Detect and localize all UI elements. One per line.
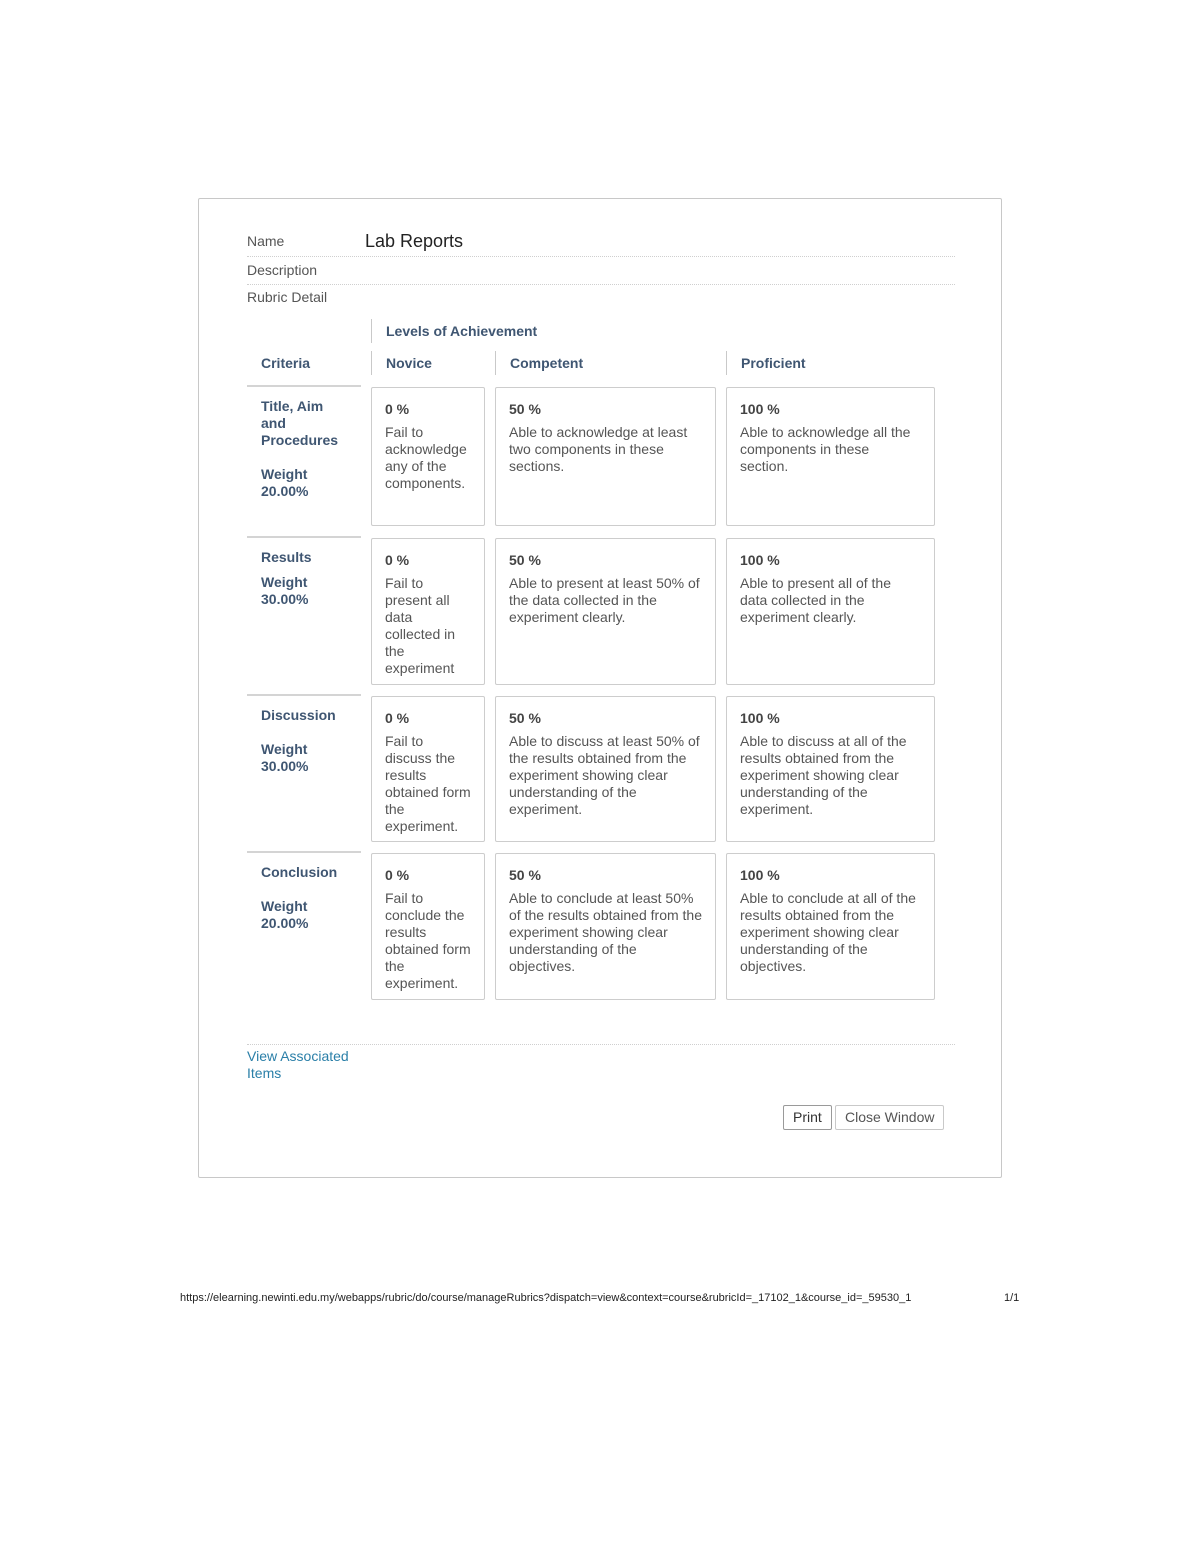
- level-header-competent: Competent: [495, 351, 710, 375]
- cell-percentage: 0 %: [385, 710, 410, 726]
- weight-value: 30.00%: [261, 591, 309, 607]
- cell-percentage: 0 %: [385, 401, 410, 417]
- cell-percentage: 0 %: [385, 867, 410, 883]
- cell-description: Fail to acknowledge any of the components.: [385, 424, 467, 491]
- rubric-window: [198, 198, 1002, 1178]
- cell-description: Able to present all of the data collected in the experiment clearly.: [740, 575, 891, 625]
- cell-percentage: 0 %: [385, 552, 410, 568]
- print-button[interactable]: Print: [783, 1105, 832, 1130]
- cell-percentage: 50 %: [509, 867, 541, 883]
- weight-value: 20.00%: [261, 483, 309, 499]
- weight-label: Weight: [261, 741, 308, 757]
- criterion-name: Results: [261, 549, 312, 565]
- criterion-name: Conclusion: [261, 864, 338, 880]
- weight-label: Weight: [261, 466, 308, 482]
- weight-value: 20.00%: [261, 915, 309, 931]
- view-associated-items-link[interactable]: View Associated Items: [247, 1048, 349, 1081]
- close-window-button[interactable]: Close Window: [835, 1105, 944, 1130]
- rubric-cell-competent[interactable]: [495, 853, 716, 1000]
- description-row: [247, 257, 955, 285]
- rubric-cell-proficient[interactable]: [726, 853, 935, 1000]
- criteria-header: Criteria: [261, 355, 311, 371]
- rubric-cell-novice[interactable]: [371, 853, 485, 1000]
- cell-description: Able to acknowledge all the components in these section.: [740, 424, 911, 474]
- description-label: Description: [247, 262, 318, 278]
- weight-label: Weight: [261, 574, 308, 590]
- page-number: 1/1: [1004, 1292, 1020, 1304]
- cell-description: Fail to conclude the results obtained form the experiment.: [385, 890, 471, 991]
- cell-description: Able to conclude at all of the results obtained from the experiment showing clear understanding of the objectives.: [740, 890, 916, 974]
- cell-description: Able to discuss at all of the results obtained from the experiment showing clear understanding of the experiment.: [740, 733, 907, 817]
- cell-percentage: 50 %: [509, 552, 541, 568]
- rubric-cell-proficient[interactable]: [726, 387, 935, 526]
- criterion-title-aim-procedures: [247, 385, 361, 525]
- rubric-name: Lab Reports: [365, 231, 464, 251]
- name-label: Name: [247, 233, 285, 249]
- cell-description: Able to conclude at least 50% of the results obtained from the experiment showing clear understanding of the objectives.: [509, 890, 702, 974]
- criterion-name: Title, Aim and Procedures: [261, 398, 339, 448]
- cell-description: Fail to present all data collected in the experiment: [385, 575, 456, 676]
- cell-percentage: 100 %: [740, 401, 780, 417]
- level-header-novice: Novice: [371, 351, 486, 375]
- rubric-cell-proficient[interactable]: [726, 696, 935, 842]
- rubric-cell-novice[interactable]: [371, 696, 485, 842]
- rubric-cell-novice[interactable]: [371, 538, 485, 685]
- level-header-proficient: Proficient: [726, 351, 941, 375]
- cell-description: Fail to discuss the results obtained form the experiment.: [385, 733, 471, 834]
- weight-value: 30.00%: [261, 758, 309, 774]
- rubric-cell-competent[interactable]: [495, 387, 716, 526]
- cell-description: Able to acknowledge at least two components in these sections.: [509, 424, 688, 474]
- rubric-cell-proficient[interactable]: [726, 538, 935, 685]
- cell-description: Able to present at least 50% of the data collected in the experiment clearly.: [509, 575, 700, 625]
- rubric-detail-label: Rubric Detail: [247, 289, 328, 305]
- criterion-results: [247, 536, 361, 684]
- cell-description: Able to discuss at least 50% of the results obtained from the experiment showing clear understanding of the experiment.: [509, 733, 700, 817]
- cell-percentage: 50 %: [509, 401, 541, 417]
- name-row: [247, 227, 955, 257]
- cell-percentage: 50 %: [509, 710, 541, 726]
- rubric-cell-competent[interactable]: [495, 696, 716, 842]
- criterion-conclusion: [247, 851, 361, 999]
- criterion-name: Discussion: [261, 707, 336, 723]
- cell-percentage: 100 %: [740, 710, 780, 726]
- divider: [247, 1044, 955, 1045]
- weight-label: Weight: [261, 898, 308, 914]
- cell-percentage: 100 %: [740, 552, 780, 568]
- cell-percentage: 100 %: [740, 867, 780, 883]
- rubric-cell-novice[interactable]: [371, 387, 485, 526]
- levels-of-achievement-header: Levels of Achievement: [371, 319, 537, 343]
- page-url: https://elearning.newinti.edu.my/webapps/rubric/do/course/manageRubrics?dispatch=view&context=course&rubricId=_17102_1&course_id=_59530_1: [180, 1292, 912, 1304]
- rubric-cell-competent[interactable]: [495, 538, 716, 685]
- criterion-discussion: [247, 694, 361, 842]
